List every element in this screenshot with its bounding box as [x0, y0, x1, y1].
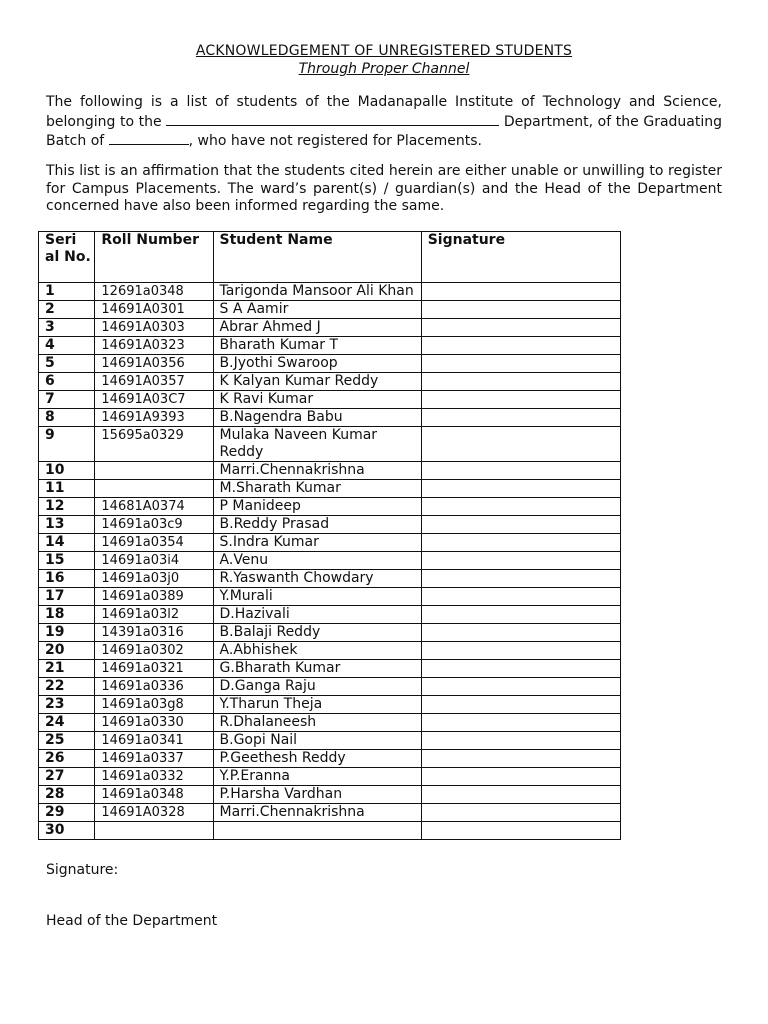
serial-cell: 3	[39, 319, 95, 337]
name-cell: A.Abhishek	[213, 642, 421, 660]
serial-cell: 26	[39, 750, 95, 768]
name-cell: Mulaka Naveen Kumar Reddy	[213, 427, 421, 462]
signature-cell	[421, 624, 620, 642]
roll-cell: 14691a03i4	[95, 552, 213, 570]
serial-cell: 8	[39, 409, 95, 427]
serial-cell: 1	[39, 283, 95, 301]
name-cell: Bharath Kumar T	[213, 337, 421, 355]
serial-cell: 13	[39, 516, 95, 534]
signature-cell	[421, 391, 620, 409]
name-cell: B.Reddy Prasad	[213, 516, 421, 534]
signature-cell	[421, 409, 620, 427]
roll-cell: 14691a0341	[95, 732, 213, 750]
roll-cell: 14691A03C7	[95, 391, 213, 409]
table-row	[39, 750, 621, 768]
signature-cell	[421, 732, 620, 750]
name-cell: D.Hazivali	[213, 606, 421, 624]
roll-cell: 14691a0348	[95, 786, 213, 804]
signature-cell	[421, 480, 620, 498]
intro-paragraph	[46, 94, 722, 151]
table-row	[39, 319, 621, 337]
table-row	[39, 498, 621, 516]
name-cell: Abrar Ahmed J	[213, 319, 421, 337]
roll-cell: 14691A0356	[95, 355, 213, 373]
intro-text-2: Department, of the Graduating Batch of	[46, 113, 723, 149]
table-row	[39, 283, 621, 301]
table-row	[39, 804, 621, 822]
table-row	[39, 409, 621, 427]
name-cell: R.Yaswanth Chowdary	[213, 570, 421, 588]
name-cell: M.Sharath Kumar	[213, 480, 421, 498]
roll-cell: 14691a0354	[95, 534, 213, 552]
batch-blank-field	[109, 131, 189, 145]
signature-cell	[421, 462, 620, 480]
hod-label: Head of the Department	[46, 913, 218, 929]
signature-cell	[421, 822, 620, 840]
serial-cell: 25	[39, 732, 95, 750]
table-row	[39, 391, 621, 409]
signature-cell	[421, 714, 620, 732]
signature-cell	[421, 355, 620, 373]
name-cell: Y.Tharun Theja	[213, 696, 421, 714]
table-row	[39, 337, 621, 355]
intro-text-3: , who have not registered for Placements.	[188, 133, 482, 149]
signature-cell	[421, 534, 620, 552]
serial-cell: 27	[39, 768, 95, 786]
name-cell: Y.P.Eranna	[213, 768, 421, 786]
name-cell: Marri.Chennakrishna	[213, 804, 421, 822]
roll-cell: 14691a03j0	[95, 570, 213, 588]
serial-cell: 19	[39, 624, 95, 642]
signature-cell	[421, 750, 620, 768]
document-title: ACKNOWLEDGEMENT OF UNREGISTERED STUDENTS	[195, 43, 573, 59]
table-row	[39, 678, 621, 696]
signature-cell	[421, 696, 620, 714]
signature-cell	[421, 552, 620, 570]
serial-cell: 9	[39, 427, 95, 462]
roll-cell: 12691a0348	[95, 283, 213, 301]
table-row	[39, 660, 621, 678]
table-row	[39, 516, 621, 534]
serial-cell: 2	[39, 301, 95, 319]
signature-cell	[421, 498, 620, 516]
table-row	[39, 301, 621, 319]
roll-cell	[95, 462, 213, 480]
signature-cell	[421, 786, 620, 804]
signature-cell	[421, 337, 620, 355]
name-cell: A.Venu	[213, 552, 421, 570]
table-row	[39, 696, 621, 714]
table-row	[39, 786, 621, 804]
affirmation-paragraph: This list is an affirmation that the students cited herein are either unable or unwilling to register for Campus Placements. The ward’s parent(s) / guardian(s) and the Head of the Department concerned have also been informed regarding the same.	[46, 163, 722, 214]
table-row	[39, 822, 621, 840]
roll-cell: 14691A0357	[95, 373, 213, 391]
roll-cell: 14681A0374	[95, 498, 213, 516]
students-table	[38, 231, 621, 840]
serial-cell: 4	[39, 337, 95, 355]
roll-cell: 14691a0330	[95, 714, 213, 732]
header-signature: Signature	[421, 232, 620, 283]
signature-cell	[421, 301, 620, 319]
serial-cell: 28	[39, 786, 95, 804]
name-cell: Tarigonda Mansoor Ali Khan	[213, 283, 421, 301]
header-roll: Roll Number	[95, 232, 213, 283]
roll-cell: 14691a03l2	[95, 606, 213, 624]
table-row	[39, 570, 621, 588]
header-serial: Seri al No.	[39, 232, 95, 283]
table-header-row	[39, 232, 621, 283]
name-cell: P Manideep	[213, 498, 421, 516]
roll-cell: 14691a0336	[95, 678, 213, 696]
name-cell: S.Indra Kumar	[213, 534, 421, 552]
signature-cell	[421, 283, 620, 301]
table-row	[39, 768, 621, 786]
table-body	[39, 283, 621, 840]
roll-cell: 14691a0332	[95, 768, 213, 786]
serial-cell: 16	[39, 570, 95, 588]
signature-cell	[421, 768, 620, 786]
table-row	[39, 373, 621, 391]
roll-cell	[95, 480, 213, 498]
serial-cell: 20	[39, 642, 95, 660]
signature-cell	[421, 588, 620, 606]
table-row	[39, 355, 621, 373]
table-row	[39, 606, 621, 624]
table-row	[39, 427, 621, 462]
signature-cell	[421, 678, 620, 696]
signature-cell	[421, 570, 620, 588]
serial-cell: 12	[39, 498, 95, 516]
signature-cell	[421, 427, 620, 462]
serial-cell: 6	[39, 373, 95, 391]
table-row	[39, 588, 621, 606]
roll-cell: 14691A0303	[95, 319, 213, 337]
header-name: Student Name	[213, 232, 421, 283]
signature-cell	[421, 516, 620, 534]
roll-cell: 15695a0329	[95, 427, 213, 462]
roll-cell: 14691A0323	[95, 337, 213, 355]
name-cell: R.Dhalaneesh	[213, 714, 421, 732]
serial-cell: 22	[39, 678, 95, 696]
serial-cell: 7	[39, 391, 95, 409]
department-blank-field	[166, 112, 499, 126]
serial-cell: 10	[39, 462, 95, 480]
serial-cell: 30	[39, 822, 95, 840]
name-cell: B.Nagendra Babu	[213, 409, 421, 427]
document-subtitle: Through Proper Channel	[298, 61, 470, 77]
name-cell: P.Harsha Vardhan	[213, 786, 421, 804]
intro-text-1: The following is a list of students of the Madanapalle Institute of Technology and Science, belonging to the	[46, 94, 722, 130]
table-row	[39, 624, 621, 642]
table-row	[39, 732, 621, 750]
roll-cell: 14691a0389	[95, 588, 213, 606]
table-row	[39, 642, 621, 660]
name-cell: B.Jyothi Swaroop	[213, 355, 421, 373]
roll-cell	[95, 822, 213, 840]
signature-cell	[421, 606, 620, 624]
roll-cell: 14691A9393	[95, 409, 213, 427]
roll-cell: 14691a0321	[95, 660, 213, 678]
table-row	[39, 552, 621, 570]
serial-cell: 23	[39, 696, 95, 714]
signature-cell	[421, 319, 620, 337]
signature-cell	[421, 804, 620, 822]
table-row	[39, 480, 621, 498]
name-cell: S A Aamir	[213, 301, 421, 319]
name-cell: B.Balaji Reddy	[213, 624, 421, 642]
name-cell	[213, 822, 421, 840]
serial-cell: 29	[39, 804, 95, 822]
name-cell: Marri.Chennakrishna	[213, 462, 421, 480]
name-cell: K Kalyan Kumar Reddy	[213, 373, 421, 391]
signature-cell	[421, 660, 620, 678]
roll-cell: 14691a0337	[95, 750, 213, 768]
serial-cell: 14	[39, 534, 95, 552]
name-cell: D.Ganga Raju	[213, 678, 421, 696]
name-cell: Y.Murali	[213, 588, 421, 606]
roll-cell: 14691A0328	[95, 804, 213, 822]
serial-cell: 17	[39, 588, 95, 606]
name-cell: B.Gopi Nail	[213, 732, 421, 750]
serial-cell: 21	[39, 660, 95, 678]
roll-cell: 14691a0302	[95, 642, 213, 660]
roll-cell: 14691a03c9	[95, 516, 213, 534]
name-cell: K Ravi Kumar	[213, 391, 421, 409]
serial-cell: 5	[39, 355, 95, 373]
table-row	[39, 714, 621, 732]
signature-label: Signature:	[46, 862, 119, 878]
serial-cell: 15	[39, 552, 95, 570]
roll-cell: 14691A0301	[95, 301, 213, 319]
roll-cell: 14691a03g8	[95, 696, 213, 714]
serial-cell: 24	[39, 714, 95, 732]
roll-cell: 14391a0316	[95, 624, 213, 642]
signature-cell	[421, 642, 620, 660]
table-row	[39, 462, 621, 480]
name-cell: P.Geethesh Reddy	[213, 750, 421, 768]
signature-cell	[421, 373, 620, 391]
table-row	[39, 534, 621, 552]
serial-cell: 11	[39, 480, 95, 498]
serial-cell: 18	[39, 606, 95, 624]
name-cell: G.Bharath Kumar	[213, 660, 421, 678]
